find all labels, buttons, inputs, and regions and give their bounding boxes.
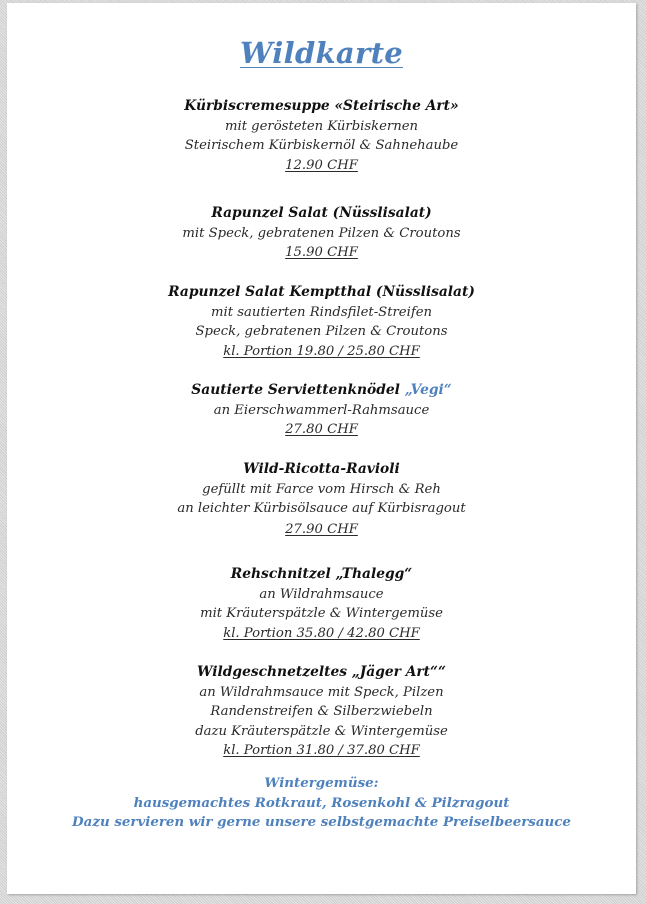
menu-item bbox=[7, 283, 636, 361]
menu-page bbox=[7, 3, 636, 894]
dish-name: Rapunzel Salat (Nüsslisalat) bbox=[211, 205, 432, 221]
dish-name: Wildgeschnetzeltes „Jäger Art““ bbox=[197, 664, 446, 680]
dish-name: Rehschnitzel „Thalegg“ bbox=[230, 566, 413, 582]
dish-description: mit sautierten Rindsfilet-Streifen bbox=[210, 304, 432, 320]
dish-description: Steirischem Kürbiskernöl & Sahnehaube bbox=[184, 138, 459, 153]
dish-description: an Wildrahmsauce bbox=[259, 586, 384, 602]
dish-price: 12.90 CHF bbox=[285, 157, 358, 173]
dish-price: kl. Portion 19.80 / 25.80 CHF bbox=[223, 343, 420, 359]
dish-name: Wild-Ricotta-Ravioli bbox=[243, 461, 400, 477]
footer-line: Dazu servieren wir gerne unsere selbstgemachte Preiselbeersauce bbox=[72, 814, 571, 830]
dish-description: mit Speck, gebratenen Pilzen & Croutons bbox=[182, 225, 461, 241]
dish-name: Kürbiscremesuppe «Steirische Art» bbox=[184, 98, 459, 114]
dish-name: Rapunzel Salat Kemptthal (Nüsslisalat) bbox=[168, 284, 475, 300]
dish-name: Sautierte Serviettenknödel „Vegi“ bbox=[191, 382, 452, 398]
menu-item bbox=[7, 204, 636, 263]
menu-item bbox=[7, 663, 636, 761]
dish-description: Randenstreifen & Silberzwiebeln bbox=[210, 704, 433, 719]
dish-description: Speck, gebratenen Pilzen & Croutons bbox=[195, 324, 448, 339]
dish-price: kl. Portion 35.80 / 42.80 CHF bbox=[223, 625, 420, 641]
dish-description: gefüllt mit Farce vom Hirsch & Reh bbox=[202, 481, 441, 497]
dish-description: mit gerösteten Kürbiskernen bbox=[224, 118, 419, 134]
dish-price: kl. Portion 31.80 / 37.80 CHF bbox=[223, 743, 420, 758]
menu-title: Wildkarte bbox=[239, 36, 404, 70]
vegi-tag: „Vegi“ bbox=[404, 382, 452, 398]
dish-price: 27.90 CHF bbox=[285, 521, 358, 537]
menu-item bbox=[7, 381, 636, 440]
footer-line: hausgemachtes Rotkraut, Rosenkohl & Pilzragout bbox=[133, 794, 510, 811]
menu-item bbox=[7, 565, 636, 643]
dish-description: dazu Kräuterspätzle & Wintergemüse bbox=[195, 723, 448, 739]
dish-description: an leichter Kürbisölsauce auf Kürbisragout bbox=[177, 501, 466, 516]
footer-heading: Wintergemüse: bbox=[264, 775, 379, 791]
side-dish-note bbox=[7, 774, 636, 833]
dish-price: 27.80 CHF bbox=[285, 422, 358, 437]
menu-item bbox=[7, 97, 636, 175]
dish-description: mit Kräuterspätzle & Wintergemüse bbox=[200, 606, 443, 621]
menu-item bbox=[7, 460, 636, 539]
dish-price: 15.90 CHF bbox=[285, 245, 358, 260]
dish-description: an Wildrahmsauce mit Speck, Pilzen bbox=[199, 684, 444, 700]
dish-description: an Eierschwammerl-Rahmsauce bbox=[213, 402, 430, 418]
